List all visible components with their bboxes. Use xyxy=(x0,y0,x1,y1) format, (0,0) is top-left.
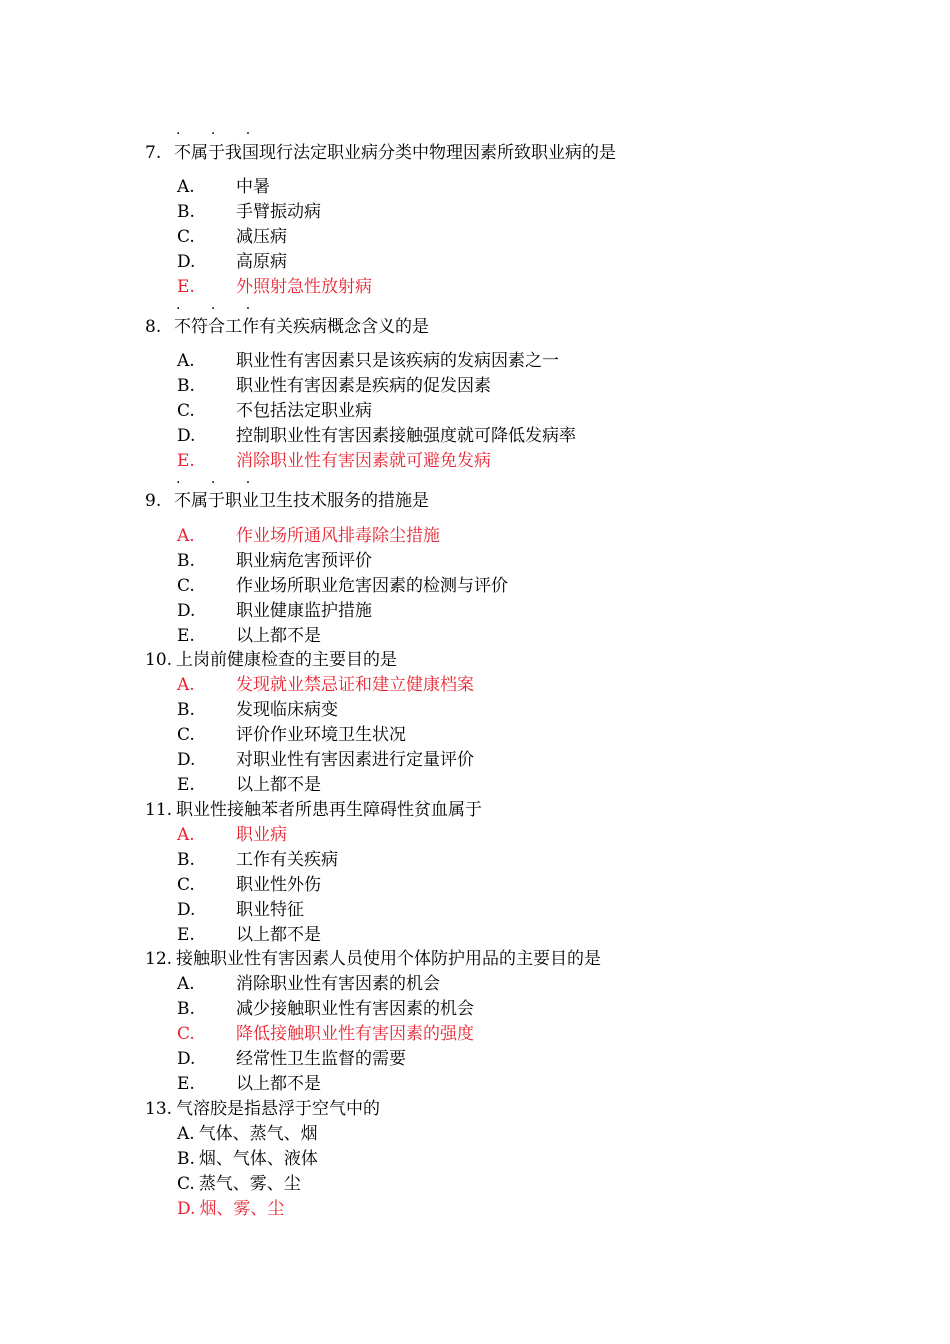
question-text: 不属于我国现行法定职业病分类中物理因素所致职业病的是 xyxy=(174,143,616,163)
question-number: 9. xyxy=(145,491,162,511)
option-text: 职业性有害因素只是该疾病的发病因素之一 xyxy=(236,351,559,371)
option-text: 职业病危害预评价 xyxy=(236,551,372,571)
option-text: 手臂振动病 xyxy=(236,202,321,222)
option-letter: A. xyxy=(177,1124,195,1144)
option-a[interactable] xyxy=(177,175,270,199)
option-text: 以上都不是 xyxy=(236,925,321,945)
option-text: 烟、气体、液体 xyxy=(198,1149,318,1169)
option-letter: D. xyxy=(177,252,196,272)
option-letter: B. xyxy=(177,202,195,222)
option-letter: E. xyxy=(177,925,195,945)
question-text: 上岗前健康检查的主要目的是 xyxy=(176,650,398,670)
option-letter: B. xyxy=(177,700,195,720)
option-letter: D. xyxy=(177,426,196,446)
question-number: 8. xyxy=(145,317,162,337)
option-letter: D. xyxy=(177,900,196,920)
option-text: 发现就业禁忌证和建立健康档案 xyxy=(236,675,474,695)
question-stem xyxy=(145,315,429,339)
question-text: 不属于职业卫生技术服务的措施是 xyxy=(174,491,429,511)
option-d[interactable] xyxy=(177,424,576,448)
option-text: 中暑 xyxy=(236,177,270,197)
option-b[interactable] xyxy=(177,1147,318,1171)
question-stem xyxy=(145,141,616,165)
option-text: 以上都不是 xyxy=(236,775,321,795)
option-letter: C. xyxy=(177,875,195,895)
option-letter: A. xyxy=(177,526,195,546)
option-letter: E. xyxy=(177,775,195,795)
question-stem xyxy=(145,1097,380,1121)
option-a-correct-answer[interactable] xyxy=(177,823,287,847)
option-c[interactable] xyxy=(177,225,287,249)
option-text: 作业场所职业危害因素的检测与评价 xyxy=(236,576,508,596)
option-text: 职业健康监护措施 xyxy=(236,601,372,621)
option-text: 降低接触职业性有害因素的强度 xyxy=(236,1024,474,1044)
option-c[interactable] xyxy=(177,1172,301,1196)
option-text: 减压病 xyxy=(236,227,287,247)
option-letter: C. xyxy=(177,576,195,596)
option-letter: E. xyxy=(177,451,195,471)
question-text: 不符合工作有关疾病概念含义的是 xyxy=(174,317,429,337)
option-e-correct-answer[interactable] xyxy=(177,449,491,473)
question-number: 10. xyxy=(145,650,173,670)
option-text: 职业特征 xyxy=(236,900,304,920)
option-text: 控制职业性有害因素接触强度就可降低发病率 xyxy=(236,426,576,446)
option-d[interactable] xyxy=(177,748,474,772)
option-letter: B. xyxy=(177,850,195,870)
option-text: 外照射急性放射病 xyxy=(236,277,372,297)
option-letter: A. xyxy=(177,351,195,371)
option-letter: D. xyxy=(177,1049,196,1069)
question-text: 职业性接触苯者所患再生障碍性贫血属于 xyxy=(176,800,483,820)
option-a-correct-answer[interactable] xyxy=(177,524,440,548)
option-letter: C. xyxy=(177,1174,195,1194)
option-letter: D. xyxy=(177,1199,196,1219)
option-text: 减少接触职业性有害因素的机会 xyxy=(236,999,474,1019)
option-d[interactable] xyxy=(177,898,304,922)
option-letter: E. xyxy=(177,1074,195,1094)
option-letter: B. xyxy=(177,999,195,1019)
question-stem xyxy=(145,489,429,513)
question-stem xyxy=(145,947,601,971)
option-b[interactable] xyxy=(177,698,338,722)
option-letter: E. xyxy=(177,277,195,297)
option-text: 高原病 xyxy=(236,252,287,272)
option-letter: B. xyxy=(177,1149,195,1169)
option-text: 职业性外伤 xyxy=(236,875,321,895)
option-b[interactable] xyxy=(177,549,372,573)
option-c[interactable] xyxy=(177,574,508,598)
question-text: 接触职业性有害因素人员使用个体防护用品的主要目的是 xyxy=(176,949,602,969)
question-number: 11. xyxy=(145,800,173,820)
option-text: 发现临床病变 xyxy=(236,700,338,720)
question-text: 气溶胶是指悬浮于空气中的 xyxy=(176,1099,381,1119)
option-e[interactable] xyxy=(177,773,321,797)
option-e[interactable] xyxy=(177,1072,321,1096)
option-text: 消除职业性有害因素就可避免发病 xyxy=(236,451,491,471)
option-d[interactable] xyxy=(177,599,372,623)
option-letter: C. xyxy=(177,227,195,247)
option-text: 对职业性有害因素进行定量评价 xyxy=(236,750,474,770)
option-letter: C. xyxy=(177,725,195,745)
emphasis-dots: . . . xyxy=(176,122,264,138)
option-text: 烟、雾、尘 xyxy=(199,1199,285,1219)
option-text: 以上都不是 xyxy=(236,1074,321,1094)
option-letter: C. xyxy=(177,401,195,421)
question-number: 13. xyxy=(145,1099,173,1119)
option-text: 评价作业环境卫生状况 xyxy=(236,725,406,745)
option-a[interactable] xyxy=(177,1122,318,1146)
option-a-correct-answer[interactable] xyxy=(177,673,474,697)
option-b[interactable] xyxy=(177,848,338,872)
emphasis-dots: . . . xyxy=(176,297,264,313)
emphasis-dots: . . . xyxy=(176,471,264,487)
option-letter: C. xyxy=(177,1024,195,1044)
option-text: 以上都不是 xyxy=(236,626,321,646)
option-a[interactable] xyxy=(177,349,559,373)
option-b[interactable] xyxy=(177,374,491,398)
option-c-correct-answer[interactable] xyxy=(177,1022,474,1046)
option-letter: A. xyxy=(177,974,195,994)
option-text: 作业场所通风排毒除尘措施 xyxy=(236,526,440,546)
option-letter: D. xyxy=(177,601,196,621)
option-b[interactable] xyxy=(177,200,321,224)
option-letter: A. xyxy=(177,177,195,197)
question-stem xyxy=(145,798,482,822)
option-d-correct-answer[interactable] xyxy=(177,1197,284,1221)
option-text: 消除职业性有害因素的机会 xyxy=(236,974,440,994)
option-text: 职业病 xyxy=(236,825,287,845)
option-d[interactable] xyxy=(177,1047,406,1071)
option-text: 职业性有害因素是疾病的促发因素 xyxy=(236,376,491,396)
option-e[interactable] xyxy=(177,624,321,648)
option-letter: E. xyxy=(177,626,195,646)
option-a[interactable] xyxy=(177,972,440,996)
option-text: 蒸气、雾、尘 xyxy=(198,1174,301,1194)
option-c[interactable] xyxy=(177,873,321,897)
option-e[interactable] xyxy=(177,923,321,947)
option-letter: D. xyxy=(177,750,196,770)
option-text: 不包括法定职业病 xyxy=(236,401,372,421)
question-number: 7. xyxy=(145,143,162,163)
option-letter: B. xyxy=(177,551,195,571)
option-d[interactable] xyxy=(177,250,287,274)
option-text: 气体、蒸气、烟 xyxy=(198,1124,318,1144)
option-b[interactable] xyxy=(177,997,474,1021)
option-text: 工作有关疾病 xyxy=(236,850,338,870)
option-c[interactable] xyxy=(177,399,372,423)
question-stem xyxy=(145,648,397,672)
option-letter: B. xyxy=(177,376,195,396)
question-number: 12. xyxy=(145,949,173,969)
option-letter: A. xyxy=(177,825,195,845)
option-text: 经常性卫生监督的需要 xyxy=(236,1049,406,1069)
option-letter: A. xyxy=(177,675,195,695)
option-e-correct-answer[interactable] xyxy=(177,275,372,299)
option-c[interactable] xyxy=(177,723,406,747)
